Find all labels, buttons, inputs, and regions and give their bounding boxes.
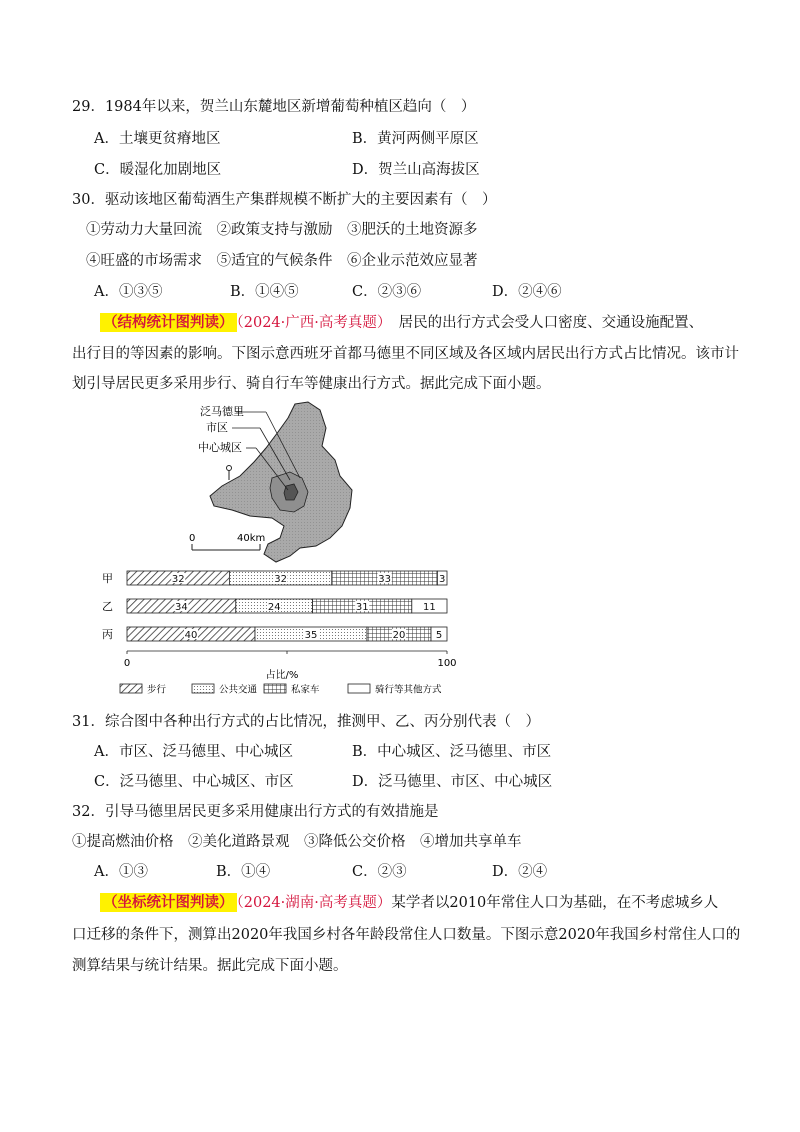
- map-label-center: 中心城区: [198, 441, 242, 454]
- section2-intro-line1: [100, 893, 718, 913]
- q29-option-d: D．贺兰山高海拔区: [352, 162, 480, 178]
- q29-option-a: A．土壤更贫瘠地区: [94, 131, 221, 147]
- q31-option-c: C．泛马德里、中心城区、市区: [94, 774, 294, 790]
- bar-value-label: 20: [392, 630, 406, 641]
- map-point: [227, 466, 232, 471]
- bar-value-label: 33: [378, 574, 391, 585]
- q30-factors-2: ④旺盛的市场需求 ⑤适宜的气候条件 ⑥企业示范效应显著: [86, 253, 478, 269]
- legend-label: 私家车: [291, 684, 320, 696]
- bar-value-label: 32: [171, 574, 185, 585]
- bar-value-label: 24: [267, 602, 281, 613]
- bar-value-label: 32: [274, 574, 287, 585]
- scale-zero: 0: [189, 533, 196, 544]
- x-tick-label: 0: [123, 658, 131, 669]
- q32-option-c: C．②③: [352, 864, 407, 880]
- bar-value-label: 34: [175, 602, 188, 613]
- q31-stem: 31．综合图中各种出行方式的占比情况，推测甲、乙、丙分别代表（ ）: [72, 714, 540, 730]
- q32-option-a: A．①③: [94, 864, 148, 880]
- q30-option-d: D．②④⑥: [492, 284, 562, 300]
- legend-swatch: [192, 684, 214, 693]
- q30-option-a: A．①③⑤: [94, 284, 163, 300]
- q32-stem: 32．引导马德里居民更多采用健康出行方式的有效措施是: [72, 804, 439, 820]
- legend-swatch: [120, 684, 142, 693]
- q29-option-b: B．黄河两侧平原区: [352, 131, 479, 147]
- bar-value-label: 11: [423, 602, 436, 613]
- q31-option-a: A．市区、泛马德里、中心城区: [94, 744, 293, 760]
- section1-intro-line3: 划引导居民更多采用步行、骑自行车等健康出行方式。据此完成下面小题。: [72, 376, 551, 392]
- travel-mode-chart: [100, 565, 470, 705]
- bar-value-label: 5: [435, 630, 443, 641]
- scale-distance: 40km: [237, 533, 266, 544]
- bar-value-label: 35: [304, 630, 318, 641]
- category-label: 乙: [102, 600, 113, 613]
- section2-intro-text: 某学者以2010年常住人口为基础，在不考虑城乡人: [391, 895, 719, 911]
- map-label-outer: 泛马德里: [200, 405, 244, 418]
- section1-source: （2024·广西·高考真题）: [236, 315, 385, 331]
- section1-intro-text: 居民的出行方式会受人口密度、交通设施配置、: [384, 315, 704, 331]
- category-label: 丙: [102, 628, 113, 641]
- legend-label: 公共交通: [219, 684, 258, 696]
- section2-tag: （坐标统计图判读）: [100, 893, 237, 912]
- section1-intro-line2: 出行目的等因素的影响。下图示意西班牙首都马德里不同区域及各区域内居民出行方式占比情况。该市计: [72, 346, 739, 362]
- bar-value-label: 3: [439, 574, 446, 585]
- q32-option-b: B．①④: [216, 864, 271, 880]
- map-label-city: 市区: [206, 421, 228, 434]
- bar-value-label: 31: [355, 602, 369, 613]
- legend-swatch: [264, 684, 286, 693]
- section2-intro-line2: 口迁移的条件下，测算出2020年我国乡村各年龄段常住人口数量。下图示意2020年我国乡村常住人口的: [72, 927, 741, 943]
- bar-value-label: 40: [184, 630, 198, 641]
- x-axis-label: 占比/%: [265, 670, 299, 681]
- q31-option-d: D．泛马德里、市区、中心城区: [352, 774, 553, 790]
- category-label: 甲: [102, 572, 113, 585]
- q29-stem: 29．1984年以来，贺兰山东麓地区新增葡萄种植区趋向（ ）: [72, 99, 476, 115]
- legend-label: 步行: [147, 684, 167, 696]
- legend-label: 骑行等其他方式: [375, 684, 442, 696]
- q29-option-c: C．暖湿化加剧地区: [94, 162, 222, 178]
- q32-option-d: D．②④: [492, 864, 548, 880]
- q30-factors-1: ①劳动力大量回流 ②政策支持与激励 ③肥沃的土地资源多: [86, 222, 478, 238]
- q30-option-b: B．①④⑤: [230, 284, 299, 300]
- q31-option-b: B．中心城区、泛马德里、市区: [352, 744, 552, 760]
- legend-swatch: [348, 684, 370, 693]
- q32-measures: ①提高燃油价格 ②美化道路景观 ③降低公交价格 ④增加共享单车: [72, 834, 522, 850]
- q30-option-c: C．②③⑥: [352, 284, 422, 300]
- x-tick-label: 100: [437, 658, 457, 669]
- section1-tag: （结构统计图判读）: [100, 313, 237, 332]
- madrid-map: [180, 398, 380, 568]
- q30-stem: 30．驱动该地区葡萄酒生产集群规模不断扩大的主要因素有（ ）: [72, 192, 497, 208]
- section2-source: （2024·湖南·高考真题）: [236, 895, 392, 911]
- section1-intro-line1: [100, 313, 703, 333]
- section2-intro-line3: 测算结果与统计结果。据此完成下面小题。: [72, 958, 348, 974]
